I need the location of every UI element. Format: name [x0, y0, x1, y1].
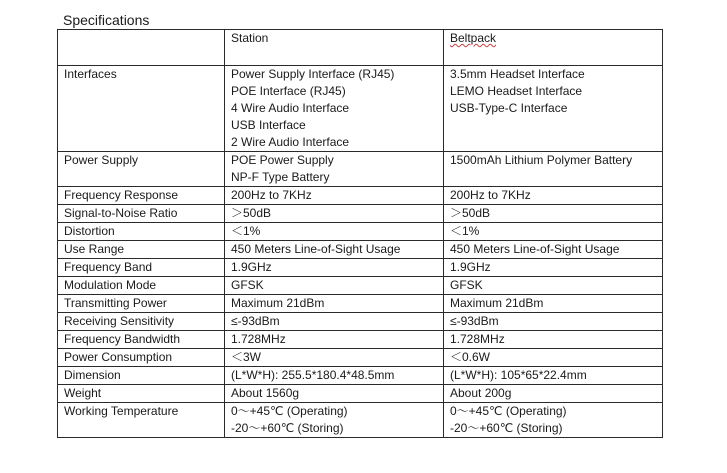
station-value-cell	[225, 259, 444, 277]
table-row	[58, 367, 663, 385]
station-value-cell	[225, 403, 444, 438]
beltpack-value-cell	[444, 295, 663, 313]
row-label: Frequency Bandwidth	[58, 331, 225, 349]
header-cell-station: Station	[225, 30, 444, 66]
table-row	[58, 331, 663, 349]
table-row	[58, 187, 663, 205]
header-cell-empty	[58, 30, 225, 66]
table-row	[58, 205, 663, 223]
table-row	[58, 223, 663, 241]
table-header-row	[58, 30, 663, 66]
beltpack-value-line: ＜1%	[450, 224, 480, 238]
station-value-line: ＞50dB	[231, 206, 272, 220]
beltpack-value-line: 200Hz to 7KHz	[450, 188, 531, 202]
beltpack-value-cell	[444, 367, 663, 385]
station-value-line: Maximum 21dBm	[231, 296, 325, 310]
beltpack-value-cell	[444, 152, 663, 187]
beltpack-value-cell	[444, 259, 663, 277]
row-label: Power Consumption	[58, 349, 225, 367]
station-value-line: ≤-93dBm	[231, 314, 280, 328]
station-value-cell	[225, 385, 444, 403]
station-value-line: POE Interface (RJ45)	[231, 84, 346, 98]
beltpack-value-line: Maximum 21dBm	[450, 296, 544, 310]
beltpack-value-cell	[444, 277, 663, 295]
beltpack-value-line: ≤-93dBm	[450, 314, 499, 328]
station-value-line: 0～+45℃ (Operating)	[231, 404, 348, 418]
beltpack-value-line: 3.5mm Headset Interface	[450, 67, 585, 81]
beltpack-value-cell	[444, 187, 663, 205]
station-value-cell	[225, 331, 444, 349]
row-label: Modulation Mode	[58, 277, 225, 295]
beltpack-value-cell	[444, 331, 663, 349]
beltpack-value-line: LEMO Headset Interface	[450, 84, 583, 98]
row-label: Interfaces	[58, 66, 225, 152]
page-title: Specifications	[63, 12, 150, 28]
station-value-line: NP-F Type Battery	[231, 170, 330, 184]
header-beltpack-label: Beltpack	[450, 31, 497, 45]
table-row	[58, 385, 663, 403]
beltpack-value-cell	[444, 66, 663, 152]
beltpack-value-line: 1.9GHz	[450, 260, 491, 274]
beltpack-value-cell	[444, 403, 663, 438]
beltpack-value-cell	[444, 385, 663, 403]
beltpack-value-line: GFSK	[450, 278, 483, 292]
row-label: Use Range	[58, 241, 225, 259]
station-value-cell	[225, 152, 444, 187]
header-cell-beltpack	[444, 30, 663, 66]
station-value-cell	[225, 349, 444, 367]
beltpack-value-cell	[444, 313, 663, 331]
table-row	[58, 66, 663, 152]
station-value-line: About 1560g	[231, 386, 300, 400]
station-value-line: ＜1%	[231, 224, 261, 238]
beltpack-value-line: 1.728MHz	[450, 332, 505, 346]
station-value-cell	[225, 295, 444, 313]
station-value-cell	[225, 205, 444, 223]
station-value-cell	[225, 241, 444, 259]
beltpack-value-cell	[444, 205, 663, 223]
row-label: Distortion	[58, 223, 225, 241]
beltpack-value-line: USB-Type-C Interface	[450, 101, 568, 115]
station-value-cell	[225, 277, 444, 295]
row-label: Power Supply	[58, 152, 225, 187]
beltpack-value-line: About 200g	[450, 386, 512, 400]
station-value-line: 2 Wire Audio Interface	[231, 135, 350, 149]
beltpack-value-line: (L*W*H): 105*65*22.4mm	[450, 368, 587, 382]
table-row	[58, 349, 663, 367]
table-row	[58, 313, 663, 331]
station-value-cell	[225, 187, 444, 205]
beltpack-value-cell	[444, 349, 663, 367]
station-value-line: POE Power Supply	[231, 153, 334, 167]
beltpack-value-line: -20～+60℃ (Storing)	[450, 421, 563, 435]
station-value-line: 4 Wire Audio Interface	[231, 101, 350, 115]
row-label: Dimension	[58, 367, 225, 385]
station-value-line: USB Interface	[231, 118, 306, 132]
row-label: Signal-to-Noise Ratio	[58, 205, 225, 223]
specifications-table	[57, 29, 663, 438]
beltpack-value-line: 0～+45℃ (Operating)	[450, 404, 567, 418]
station-value-line: 450 Meters Line-of-Sight Usage	[231, 242, 401, 256]
station-value-line: GFSK	[231, 278, 264, 292]
station-value-line: Power Supply Interface (RJ45)	[231, 67, 395, 81]
row-label: Frequency Response	[58, 187, 225, 205]
beltpack-value-line: 1500mAh Lithium Polymer Battery	[450, 153, 633, 167]
station-value-cell	[225, 223, 444, 241]
row-label: Weight	[58, 385, 225, 403]
row-label: Frequency Band	[58, 259, 225, 277]
station-value-line: 1.9GHz	[231, 260, 272, 274]
station-value-cell	[225, 367, 444, 385]
beltpack-value-line: ＞50dB	[450, 206, 491, 220]
station-value-cell	[225, 313, 444, 331]
row-label: Transmitting Power	[58, 295, 225, 313]
table-row	[58, 241, 663, 259]
beltpack-value-line: 450 Meters Line-of-Sight Usage	[450, 242, 620, 256]
station-value-line: (L*W*H): 255.5*180.4*48.5mm	[231, 368, 395, 382]
beltpack-value-cell	[444, 241, 663, 259]
station-value-line: 1.728MHz	[231, 332, 286, 346]
beltpack-value-cell	[444, 223, 663, 241]
table-row	[58, 295, 663, 313]
station-value-line: 200Hz to 7KHz	[231, 188, 312, 202]
station-value-line: ＜3W	[231, 350, 262, 364]
station-value-cell	[225, 66, 444, 152]
table-row	[58, 277, 663, 295]
row-label: Working Temperature	[58, 403, 225, 438]
row-label: Receiving Sensitivity	[58, 313, 225, 331]
table-row	[58, 259, 663, 277]
table-row	[58, 403, 663, 438]
station-value-line: -20～+60℃ (Storing)	[231, 421, 344, 435]
beltpack-value-line: ＜0.6W	[450, 350, 491, 364]
table-row	[58, 152, 663, 187]
